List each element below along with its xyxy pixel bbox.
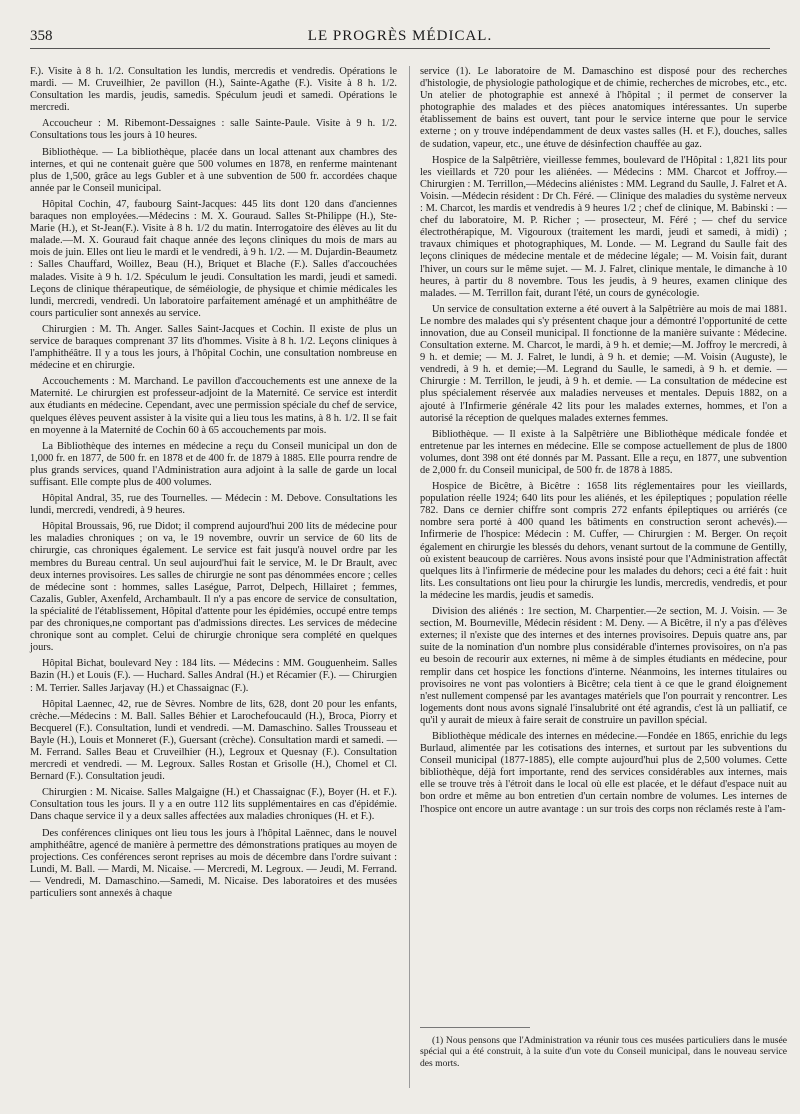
left-column xyxy=(30,66,397,904)
paragraph: Accoucheur : M. Ribemont-Dessaignes : salle Sainte-Paule. Visite à 9 h. 1/2. Consultations tous les jours à 10 heures. xyxy=(30,118,397,142)
paragraph: Accouchements : M. Marchand. Le pavillon d'accouchements est une annexe de la Maternité. Le chirurgien est professeur-adjoint de la Maternité. Ce service est interdit aux étudiants en médecine. Cependant, avec une permission spéciale du chef de service, quelques élèves peuvent assister à la visite qui a lieu tous les matins, à 8 h. 1/2. Il se fait en moyenne à la Maternité de Cochin 60 à 65 accouchements par mois. xyxy=(30,376,397,436)
paragraph: Hôpital Cochin, 47, faubourg Saint-Jacques: 445 lits dont 120 dans d'anciennes baraques non employées.—Médecins : M. X. Gouraud. Salles St-Philippe (H.), Ste-Marie (H.), et St-Jean(F.). Visite à 8 h. 1/2 du matin. Interrogatoire des élèves au lit du malade.—M. X. Gouraud fait chaque année des leçons cliniques du mois de mars au mois de juin. Elles ont lieu le mardi et le vendredi, à 9 h. 1/2. — M. Dujardin-Beaumetz : Salles Chauffard, Woillez, Beau (H.), Briquet et Blache (F.). Salles d'accouchées malades. Visite à 9 h. 1/2. Spéculum le jeudi. Consultation les mardi, jeudi et samedi. Leçons de clinique thérapeutique, de séméiologie, de physique et chimie médicales les lundi, mercredi, vendredi. Un laboratoire parfaitement aménagé et un amphithéâtre de cours particulier sont annexés au service. xyxy=(30,198,397,319)
journal-title: LE PROGRÈS MÉDICAL. xyxy=(307,28,493,44)
right-column xyxy=(420,66,787,820)
paragraph: Des conférences cliniques ont lieu tous les jours à l'hôpital Laënnec, dans le nouvel amphithéâtre, agencé de manière à permettre des démonstrations pratiques au moyen de projections. Ces conférences seront reprises au mois de décembre dans l'ordre suivant : Lundi, M. Ball. — Mardi, M. Nicaise. — Mercredi, M. Legroux. — Jeudi, M. Ferrand. — Vendredi, M. Damaschino.—Samedi, M. Nicaise. Des laboratoires et des musées particuliers sont annexés à chaque xyxy=(30,827,397,899)
paragraph: Hôpital Bichat, boulevard Ney : 184 lits. — Médecins : MM. Gouguenheim. Salles Bazin (H.) et Louis (F.). — Huchard. Salles Andral (H.) et Récamier (F.). — Chirurgien : M. Terrier. Salles Jarjavay (H.) et Chassaignac (F.). xyxy=(30,658,397,694)
paragraph: Bibliothèque. — Il existe à la Salpêtrière une Bibliothèque médicale fondée et entretenue par les internes en médecine. Elle se compose actuellement de plus de 1800 volumes, dont 398 ont été donnés par M. Passant. Elle a reçu, en 1877, une subvention de 2,000 fr. du Conseil municipal, de 500 fr. de 1878 à 1885. xyxy=(420,428,787,476)
footnote-rule xyxy=(420,1027,530,1028)
paragraph: Bibliothèque médicale des internes en médecine.—Fondée en 1865, enrichie du legs Burlaud, alimentée par les cotisations des internes, et surtout par les subventions du Conseil municipal (1877-1885), elle compte aujourd'hui plus de 2,500 volumes. Cette bibliothèque, déjà fort importante, rend des services considérables aux internes, mais elle se trouve très à l'étroit dans le local où elle est placée, et le défaut d'espace nuit au bon ordre et même au bon entretien d'un certain nombre de volumes. Les internes de l'hospice ont encore un autre avantage : un sur trois des corps non réclamés reste à l'am- xyxy=(420,730,787,815)
paragraph: service (1). Le laboratoire de M. Damaschino est disposé pour des recherches d'histologie, de physiologie pathologique et de chimie, recherches de microbes, etc., etc. Un atelier de photographie est annexé à l'hôpital ; il permet de conserver la photographie des malades et des pièces anatomiques intéressantes. Un superbe établissement de bains est ouvert, tant pour le service interne que pour le service externe ; on y trouve indépendamment de deux vastes salles (H. et F.), douches, salles de sudation, vapeur, etc., une étuve de désinfection chauffée au gaz. xyxy=(420,66,787,150)
paragraph: Hospice de la Salpêtrière, vieillesse femmes, boulevard de l'Hôpital : 1,821 lits pour les vieillards et 720 pour les aliénées. — Médecins : MM. Charcot et Joffroy.—Chirurgien : M. Terrillon,—Médecins aliénistes : MM. Legrand du Saulle, J. Falret et A. Voisin. —Médecin résident : Dr Ch. Féré. — Clinique des maladies du système nerveux : M. Charcot, les mardis et vendredis à 9 heures 1/2 ; chef de clinique, M. Babinski : — chef du laboratoire, M. P. Richer ; — prosecteur, M. Féré ; — chef du service électrothérapique, M. Vigouroux (traitement les mardi, jeudi et samedi, à midi) ; travaux chimiques et photographiques, M. Londe. — M. Legrand du Saulle fait des leçons cliniques de médecine mentale et de médecine légale; — M. Voisin fait, durant l'hiver, un cours sur le même sujet. — M. J. Falret, clinique mentale, le dimanche à 10 heures, à partir du 8 novembre. Tous les jeudis, à 9 heures, examen clinique des malades. — M. Terrillon fait, durant l'été, un cours de gynécologie. xyxy=(420,154,787,299)
paragraph: Hôpital Laennec, 42, rue de Sèvres. Nombre de lits, 628, dont 20 pour les enfants, crèche.—Médecins : M. Ball. Salles Béhier et Larochefoucauld (H.), Broca, Piorry et Becquerel (F.). Consultation, lundi et vendredi. —M. Damaschino. Salles Trousseau et Bayle (H.), Louis et Monneret (F.), Guersant (crèche). Consultation mardi et samedi. — M. Ferrand. Salles Beau et Cruveilhier (H.), Legroux et Quesnay (F.). Consultation mercredi et vendredi. — M. Legroux. Salles Rostan et Grisolle (H.), Chomel et Cl. Bernard (F.). Consultation jeudi. xyxy=(30,698,397,783)
footnote: (1) Nous pensons que l'Administration va réunir tous ces musées particuliers dans le musée spécial qui a été construit, à la suite d'un vote du Conseil municipal, dans le nouveau service des morts. xyxy=(420,1035,787,1069)
paragraph: F.). Visite à 8 h. 1/2. Consultation les lundis, mercredis et vendredis. Opérations le mardi. — M. Cruveilhier, 2e pavillon (H.), Sainte-Agathe (F.). Visite à 8 h. 1/2. Consultation les mardis, jeudis, samedis. Spéculum jeudi et samedi. Opérations le mercredi. xyxy=(30,66,397,114)
page-number: 358 xyxy=(30,28,53,44)
paragraph: Bibliothèque. — La bibliothèque, placée dans un local attenant aux chambres des internes, et qui ne contenait guère que 500 volumes en 1878, en renferme maintenant plus de 1,500, grâce au legs Gubler et à une subvention de 500 fr. accordées chaque année par le Conseil municipal. xyxy=(30,146,397,194)
paragraph: Chirurgien : M. Th. Anger. Salles Saint-Jacques et Cochin. Il existe de plus un service de baraques comprenant 37 lits d'hommes. Visite à 8 h. 1/2. Leçons cliniques à l'amphithéâtre. Il y a tous les jours, à l'hôpital Cochin, une consultation nombreuse en médecine et en chirurgie. xyxy=(30,323,397,372)
paragraph: Hôpital Broussais, 96, rue Didot; il comprend aujourd'hui 200 lits de médecine pour les maladies chroniques ; on va, le 19 novembre, ouvrir un service de 60 lits de chirurgie, cas chroniques également. Le service est fait jusqu'à nouvel ordre par les membres du Bureau central. Un seul aujourd'hui fait le service, M. le Dr Brault, avec deux internes provisoires. Les salles de chirurgie ne sont pas dénommées encore ; celles de médecine sont : hommes, salles Laségue, Parrot, Delpech, Hillairet ; femmes, Cazalis, Gubler, Axenfeld, Archambault. Il n'y a pas encore de service de consultation, la spécialité de l'établissement, Hôpital d'attente pour les épidémies, occupé entre temps par des chroniques,ne comportant pas d'admissions directes. Les services de médecine chronique sont au complet. Celui de chirurgie chronique sera complété en quelques jours. xyxy=(30,521,397,654)
paragraph: La Bibliothèque des internes en médecine a reçu du Conseil municipal un don de 1,000 fr. en 1877, de 500 fr. en 1878 et de 400 fr. de 1879 à 1885. Elle pourra rendre de plus grands services, quand l'Administration aura adjoint à la salle de garde un local suffisant. Elle compte plus de 400 volumes. xyxy=(30,440,397,488)
column-divider xyxy=(409,66,410,1088)
paragraph: Hospice de Bicêtre, à Bicêtre : 1658 lits réglementaires pour les vieillards, population réelle 1924; 640 lits pour les aliénés, et les épileptiques ; population réelle 782. Dans ce dernier chiffre sont compris 272 enfants épileptiques ou arriérés (ce nombre sera porté à 400 quand les bâtiments en construction seront achevés).— Infirmerie de l'hospice: Médecin : M. Cuffer, — Chirurgien : M. Berger. On reçoit également en chirurgie les blessés du dehors, venant surtout de la commune de Gentilly, où existent beaucoup de carrières. Nous avons insisté pour que l'Administration affectât quelques lits à l'infirmerie de médecine pour les malades du dehors; ceci a été fait : huit lits. Les consultations ont lieu pour la chirurgie les lundis, mercredis, vendredis, et pour la médecine les mardis, jeudis et samedis. xyxy=(420,481,787,601)
paragraph: Division des aliénés : 1re section, M. Charpentier.—2e section, M. J. Voisin. — 3e section, M. Bourneville, Médecin résident : M. Deny. — A Bicêtre, il n'y a pas d'élèves externes; il n'existe que des internes et des internes provisoires. Depuis quatre ans, par suite de la nomination d'un nombre plus considérable d'internes provisoires, on n'a pas eu besoin de recourir aux externes, ni même à de simples étudiants en médecine, pour remplir dans cet hospice les fonctions d'interne. Néanmoins, les internes titulaires ou provisoires ne vont pas volontiers à Bicêtre; cela tient à ce que le grand éloignement n'est nullement compensé par les avantages matériels que l'on pourrait y rencontrer. Les logements dont nous avons signalé l'insalubrité ont été agrandis, c'est là un palliatif, ce qu'il y aurait de mieux à faire serait de construire un pavillon spécial. xyxy=(420,606,787,726)
paragraph: Chirurgien : M. Nicaise. Salles Malgaigne (H.) et Chassaignac (F.), Boyer (H. et F.). Consultation tous les jours. Il y a en outre 112 lits supplémentaires en cas d'épidémie. Dans chaque service il y a deux salles affectées aux maladies chroniques (H. et F.). xyxy=(30,787,397,823)
paragraph: Un service de consultation externe a été ouvert à la Salpêtrière au mois de mai 1881. Le nombre des malades qui s'y présentent chaque jour a démontré l'opportunité de cette innovation, due au Conseil municipal. Il fonctionne de la manière suivante : Médecine. Consultation externe. M. Charcot, le mardi, à 9 h. et demie;—M. Joffroy le mercredi, à 9 h. et demie; — M. J. Falret, le lundi, à 9 h. et demie; —M. Voisin (Auguste), le vendredi, à 9 h. et demie;—M. Legrand du Saulle, le samedi, à 9 h. et demie. — Chirurgie : M. Terrillon, le jeudi, à 9 h. et demie. — La consultation de médecine est plus spécialement réservée aux maladies nerveuses et mentales. Depuis 1882, on a ajouté à l'Infirmerie générale 42 lits pour les malades externes, hommes, et l'on a autorisé la réception de quelques malades externes femmes. xyxy=(420,303,787,424)
paragraph: Hôpital Andral, 35, rue des Tournelles. — Médecin : M. Debove. Consultations les lundi, mercredi, vendredi, à 9 heures. xyxy=(30,493,397,517)
page-header xyxy=(30,26,770,49)
